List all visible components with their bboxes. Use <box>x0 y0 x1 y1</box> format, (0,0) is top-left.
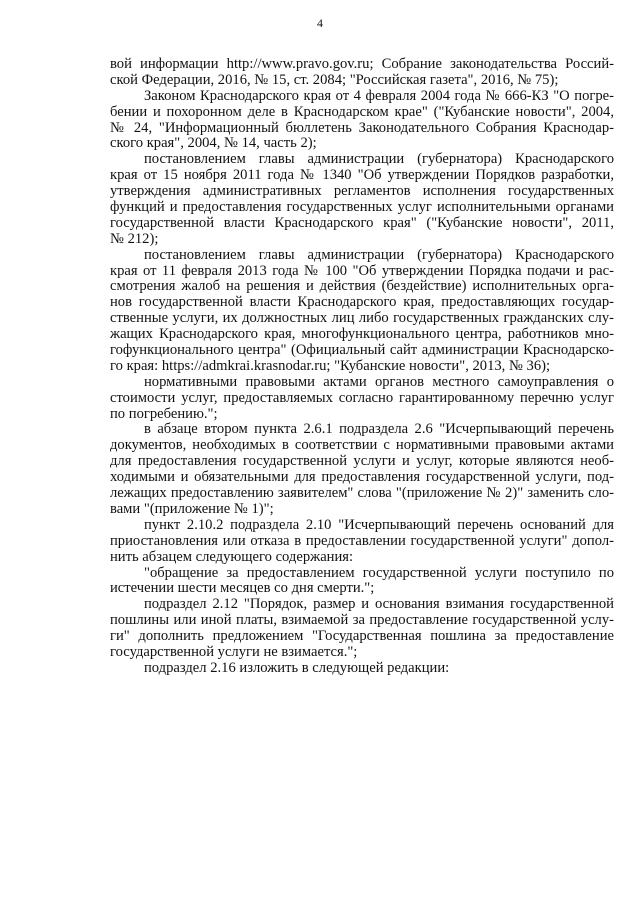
text-line: ственные услуги, их должностных лиц либо государственных гражданских слу- <box>110 310 614 327</box>
text-line: смотрения жалоб на решения и действия (бездействие) исполнительных орга- <box>110 278 614 295</box>
paragraph <box>110 152 614 247</box>
document-body <box>110 57 614 677</box>
text-line: ходимыми и обязательными для предоставления государственной услуги, под- <box>110 469 614 486</box>
text-line: гофункционального центра" (Официальный сайт администрации Краснодарско- <box>110 342 614 359</box>
text-line: документов, необходимых в соответствии с нормативными правовыми актами <box>110 437 614 454</box>
text-line: утверждения административных регламентов исполнения государственных <box>110 183 614 200</box>
page-number: 4 <box>317 16 323 30</box>
text-line: № 212); <box>110 230 159 247</box>
text-line: в абзаце втором пункта 2.6.1 подраздела 2.6 "Исчерпывающий перечень <box>144 421 614 438</box>
paragraph <box>110 566 614 598</box>
text-line: приостановления или отказа в предоставлении государственной услуги" допол- <box>110 532 614 549</box>
text-line: вами "(приложение № 1)"; <box>110 500 274 517</box>
text-line: государственной услуги не взимается."; <box>110 643 358 660</box>
text-line: нов государственной власти Краснодарского края, предоставляющих государ- <box>110 294 614 311</box>
text-line: Законом Краснодарского края от 4 февраля 2004 года № 666-КЗ "О погре- <box>144 87 614 104</box>
paragraph <box>110 89 614 153</box>
text-line: стоимости услуг, предоставляемых согласно гарантированному перечню услуг <box>110 389 614 406</box>
text-line: лежащих предоставлению заявителем" слова "(приложение № 2)" заменить сло- <box>110 485 614 502</box>
text-line: нормативными правовыми актами органов местного самоуправления о <box>144 373 614 390</box>
text-line: края от 15 ноября 2011 года № 1340 "Об утверждении Порядков разработки, <box>110 167 614 184</box>
text-line: го края: https://admkrai.krasnodar.ru; "Кубанские новости", 2013, № 36); <box>110 357 551 374</box>
paragraph <box>110 57 614 89</box>
text-line: подраздел 2.16 изложить в следующей редакции: <box>144 659 450 676</box>
text-line: по погребению."; <box>110 405 218 422</box>
text-line: края от 11 февраля 2013 года № 100 "Об утверждении Порядка подачи и рас- <box>110 262 614 279</box>
text-line: бении и похоронном деле в Краснодарском крае" ("Кубанские новости", 2004, <box>110 103 614 120</box>
paragraph <box>110 661 614 677</box>
paragraph <box>110 248 614 375</box>
text-line: ского края", 2004, № 14, часть 2); <box>110 135 317 152</box>
text-line: "обращение за предоставлением государственной услуги поступило по <box>144 564 614 581</box>
text-line: ской Федерации, 2016, № 15, ст. 2084; "Российская газета", 2016, № 75); <box>110 71 559 88</box>
paragraph <box>110 518 614 566</box>
text-line: нить абзацем следующего содержания: <box>110 548 354 565</box>
text-line: государственной власти Краснодарского края" ("Кубанские новости", 2011, <box>110 214 614 231</box>
paragraph <box>110 422 614 517</box>
text-line: пункт 2.10.2 подраздела 2.10 "Исчерпывающий перечень оснований для <box>144 516 614 533</box>
text-line: функций и предоставления государственных услуг исполнительными органами <box>110 199 614 216</box>
text-line: вой информации http://www.pravo.gov.ru; Собрание законодательства Россий- <box>110 56 614 72</box>
text-line: подраздел 2.12 "Порядок, размер и основания взимания государственной <box>144 596 614 613</box>
text-line: для предоставления государственной услуги и услуг, которые являются необ- <box>110 453 614 470</box>
text-line: постановлением главы администрации (губернатора) Краснодарского <box>144 151 614 168</box>
text-line: ги" дополнить предложением "Государственная пошлина за предоставление <box>110 628 614 645</box>
text-line: истечении шести месяцев со дня смерти."; <box>110 580 375 597</box>
text-line: постановлением главы администрации (губернатора) Краснодарского <box>144 246 614 263</box>
paragraph <box>110 597 614 661</box>
text-line: жащих Краснодарского края, многофункционального центра, работников мно- <box>110 326 614 343</box>
text-line: № 24, "Информационный бюллетень Законодательного Собрания Краснодар- <box>110 119 614 136</box>
text-line: пошлины или иной платы, взимаемой за предоставление государственной услу- <box>110 612 614 629</box>
paragraph <box>110 375 614 423</box>
